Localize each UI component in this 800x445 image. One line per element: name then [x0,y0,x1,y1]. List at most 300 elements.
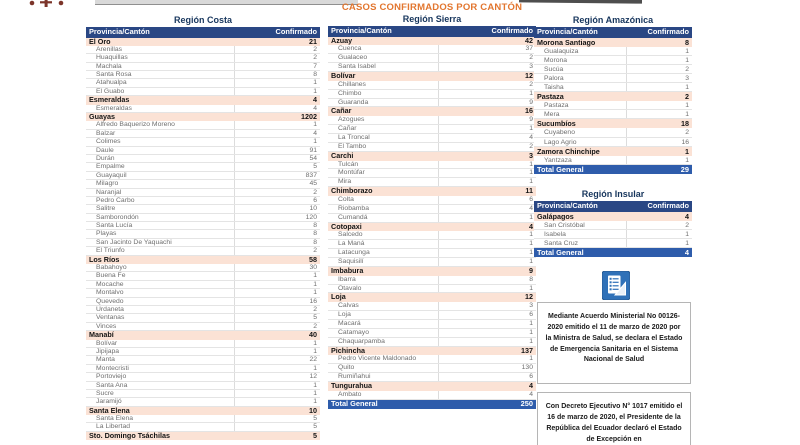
table-row-canton [328,364,536,373]
canton-label: Manabí [89,331,114,340]
table-row-canton [534,239,692,248]
canton-label: Sucre [96,389,114,397]
confirmed-value: 5 [313,430,317,440]
insular-header-row [534,201,692,212]
table-row-canton [328,214,536,223]
confirmed-value: 2 [685,92,689,102]
canton-label: Sucumbíos [537,119,576,129]
confirmed-value: 6 [438,311,536,319]
canton-label: Total General [537,248,584,258]
confirmed-value: 1 [626,47,692,55]
confirmed-value: 16 [234,298,320,305]
table-row-canton [86,147,320,155]
confirmed-value: 4 [529,381,533,391]
column-header-confirmado: Confirmado [491,26,533,35]
confirmed-value: 1 [438,90,536,98]
table-row-province [328,267,536,276]
confirmed-value: 4 [313,95,317,105]
canton-label: Santa Elena [89,406,130,415]
table-row-province [86,38,320,46]
table-row-canton [328,161,536,170]
table-row-canton [86,373,320,381]
canton-label: Manta [96,356,115,364]
confirmed-value: 1 [234,382,320,389]
report-icon [602,271,630,300]
canton-label: Azogues [338,116,365,124]
canton-label: Morona Santiago [537,37,596,47]
table-row-canton [328,116,536,125]
canton-label: Santa Cruz [544,240,579,248]
canton-label: Guayas [89,113,115,122]
ministerial-agreement-note: Mediante Acuerdo Ministerial No 00126-2020 emitido el 11 de marzo de 2020 por la Ministra de Salud, se declara el Estado de Emergencia Sanitaria en el Sistema Nacional de Salud [537,302,691,384]
table-row-province [86,113,320,121]
confirmed-value: 2 [234,46,320,53]
table-row-canton [328,311,536,320]
canton-label: Carchi [331,151,354,160]
canton-label: Colimes [96,138,121,146]
canton-label: Montecristi [96,364,129,372]
confirmed-value: 1 [234,138,320,145]
canton-label: Jaramijó [96,398,122,406]
confirmed-value: 58 [309,254,317,264]
canton-label: Samborondón [96,213,139,221]
confirmed-value: 1 [626,83,692,91]
table-row-canton [86,398,320,406]
canton-label: Daule [96,146,114,154]
amazonica-header-row [534,27,692,38]
table-row-canton [328,276,536,285]
sierra-table [328,2,536,409]
confirmed-value: 6 [438,196,536,204]
table-row-canton [328,134,536,143]
confirmed-value: 120 [234,214,320,221]
confirmed-value: 2 [234,189,320,196]
canton-label: Calvas [338,302,359,310]
table-row-canton [86,239,320,247]
confirmed-value: 22 [234,356,320,363]
canton-label: Chimborazo [331,187,373,196]
table-row-province [328,152,536,161]
confirmed-value: 2 [438,81,536,89]
canton-label: Bolívar [331,71,356,80]
canton-label: Chaquarpamba [338,337,385,345]
confirmed-value: 42 [525,35,533,45]
table-row-canton [86,365,320,373]
canton-label: Durán [96,154,115,162]
insular-rows [534,212,692,258]
table-row-canton [328,320,536,329]
canton-label: Macará [338,320,361,327]
table-row-canton [328,81,536,90]
canton-label: Mira [338,178,352,186]
canton-label: Santa Lucía [96,222,133,230]
canton-label: Naranjal [96,188,122,196]
costa-table [86,14,320,440]
insular-table [534,188,692,257]
table-row-canton [534,221,692,230]
confirmed-value: 8 [234,230,320,237]
canton-label: Santa Isabel [338,63,376,71]
canton-label: Portoviejo [96,373,127,381]
table-row-province [86,331,320,339]
confirmed-value: 1 [438,125,536,133]
table-row-canton [86,138,320,146]
canton-label: Santa Rosa [96,71,132,79]
confirmed-value: 1 [438,320,536,328]
amazonica-region-title: Región Amazónica [572,15,654,25]
confirmed-value: 9 [438,99,536,107]
table-row-canton [86,63,320,71]
costa-region-title: Región Costa [173,15,232,25]
table-row-canton [86,163,320,171]
confirmed-value: 1 [438,338,536,346]
table-row-canton [328,99,536,108]
table-row-canton [86,247,320,255]
table-row-canton [534,138,692,147]
canton-label: Loja [338,311,351,319]
table-row-province [328,223,536,232]
confirmed-value: 30 [234,264,320,271]
table-row-province [86,432,320,440]
canton-label: Alfredo Baquerizo Moreno [96,121,175,129]
canton-label: Montúfar [338,169,365,177]
table-row-canton [534,65,692,74]
confirmed-value: 4 [438,134,536,142]
confirmed-value: 12 [525,292,533,302]
table-row-canton [328,373,536,382]
confirmed-value: 137 [521,345,533,355]
table-row-canton [328,63,536,72]
confirmed-value: 8 [234,222,320,229]
confirmed-value: 1 [234,365,320,372]
canton-label: Vinces [96,322,117,330]
canton-label: Azuay [331,36,353,45]
confirmed-value: 8 [685,37,689,47]
canton-label: Cuyabeno [544,129,575,137]
confirmed-value: 5 [234,423,320,430]
confirmed-value: 1 [438,249,536,257]
table-row-canton [86,340,320,348]
table-row-canton [328,258,536,267]
table-row-province [534,92,692,101]
table-row-canton [86,88,320,96]
table-row-province [328,187,536,196]
canton-label: San Cristóbal [544,221,585,229]
confirmed-value: 91 [234,147,320,154]
confirmed-value: 1 [234,348,320,355]
canton-label: Cumandá [338,213,368,221]
confirmed-value: 1 [626,230,692,238]
canton-label: Otavalo [338,284,362,292]
confirmed-value: 2 [626,65,692,73]
table-row-canton [86,272,320,280]
table-row-canton [86,205,320,213]
table-row-canton [86,180,320,188]
confirmed-value: 6 [234,197,320,204]
table-row-canton [86,71,320,79]
confirmed-value: 1 [438,240,536,248]
table-row-canton [86,105,320,113]
table-row-canton [86,214,320,222]
canton-label: El Tambo [338,142,367,150]
confirmed-value: 5 [234,314,320,321]
confirmed-value: 10 [309,405,317,415]
table-row-canton [328,45,536,54]
column-header-confirmado: Confirmado [275,27,317,36]
table-row-canton [86,264,320,272]
canton-label: Latacunga [338,249,370,257]
confirmed-value: 1 [438,231,536,239]
table-row-canton [328,329,536,338]
confirmed-value: 4 [685,211,689,221]
canton-label: Cañar [338,125,357,133]
table-row-canton [86,281,320,289]
canton-label: Chillanes [338,80,366,88]
canton-label: San Jacinto De Yaquachi [96,238,172,246]
table-row-province [534,38,692,47]
table-row-canton [86,155,320,163]
confirmed-value: 3 [438,302,536,310]
table-row-canton [86,423,320,431]
confirmed-value: 1 [234,398,320,405]
canton-label: Atahualpa [96,79,127,87]
amazonica-rows [534,38,692,174]
table-row-canton [328,205,536,214]
amazonica-table [534,14,692,174]
table-row-canton [534,156,692,165]
canton-label: Galápagos [537,211,574,221]
column-header-provincia: Provincia/Cantón [89,27,150,36]
canton-label: Cotopaxi [331,222,362,231]
top-gray-band [95,0,358,5]
table-row-canton [534,56,692,65]
table-row-canton [86,222,320,230]
table-row-canton [328,391,536,400]
confirmed-value: 1 [438,214,536,222]
column-header-provincia: Provincia/Cantón [537,201,598,210]
column-header-provincia: Provincia/Cantón [537,27,598,36]
confirmed-value: 1 [438,285,536,293]
confirmed-value: 18 [681,119,689,129]
confirmed-value: 1 [234,272,320,279]
confirmed-value: 130 [438,364,536,372]
canton-label: El Guabo [96,87,125,95]
canton-label: Mera [544,111,560,119]
canton-label: Cañar [331,107,352,116]
canton-label: Babahoyo [96,264,127,272]
table-row-province [328,347,536,356]
table-row-canton [86,289,320,297]
canton-label: Arenillas [96,45,123,53]
table-row-total [328,400,536,409]
table-row-province [86,96,320,104]
table-row-province [328,382,536,391]
canton-label: Pedro Carbo [96,196,135,204]
table-row-province [86,407,320,415]
confirmed-value: 1 [234,390,320,397]
canton-label: Palora [544,74,564,82]
confirmed-value: 54 [234,155,320,162]
confirmed-value: 2 [626,128,692,136]
table-row-canton [86,79,320,87]
table-row-province [534,147,692,156]
table-row-province [328,72,536,81]
canton-label: Sto. Domingo Tsáchilas [89,431,170,440]
confirmed-value: 1 [234,88,320,95]
canton-label: Isabela [544,230,566,238]
table-row-total [534,248,692,257]
confirmed-value: 4 [529,221,533,231]
table-row-canton [86,382,320,390]
canton-label: Cuenca [338,45,362,53]
canton-label: Chimbo [338,89,362,97]
column-header-confirmado: Confirmado [647,201,689,210]
table-row-province [534,119,692,128]
table-row-canton [86,415,320,423]
table-row-total [534,165,692,174]
confirmed-value: 12 [234,373,320,380]
table-row-province [534,212,692,221]
table-row-canton [534,47,692,56]
confirmed-value: 12 [525,70,533,80]
confirmed-value: 8 [234,239,320,246]
confirmed-value: 1 [234,79,320,86]
table-row-canton [328,231,536,240]
costa-rows [86,38,320,441]
confirmed-value: 4 [234,130,320,137]
table-row-canton [328,285,536,294]
confirmed-value: 3 [626,74,692,82]
confirmed-value: 2 [234,306,320,313]
canton-label: Santa Elena [96,415,134,423]
table-row-canton [328,125,536,134]
confirmed-value: 1 [234,281,320,288]
table-row-canton [86,230,320,238]
confirmed-value: 1 [626,239,692,247]
confirmed-value: 1 [626,101,692,109]
confirmed-value: 1 [626,110,692,118]
confirmed-value: 2 [234,54,320,61]
canton-label: Salitre [96,205,116,213]
table-row-canton [86,348,320,356]
confirmed-value: 37 [438,45,536,53]
confirmed-value: 1 [438,258,536,266]
table-row-canton [86,46,320,54]
canton-label: El Triunfo [96,247,125,255]
confirmed-value: 250 [520,398,533,408]
table-row-canton [328,355,536,364]
table-row-canton [534,101,692,110]
canton-label: Gualaceo [338,54,368,62]
canton-label: Saquisilí [338,257,364,265]
confirmed-value: 45 [234,180,320,187]
confirmed-value: 11 [525,186,533,196]
table-row-province [328,293,536,302]
canton-label: Guayaquil [96,171,127,179]
table-row-canton [534,83,692,92]
canton-label: Ventanas [96,314,125,322]
confirmed-value: 1 [626,56,692,64]
canton-label: Zamora Chinchipe [537,146,600,156]
table-row-canton [328,178,536,187]
table-row-canton [328,54,536,63]
canton-label: Quito [338,364,355,372]
confirmed-value: 1 [438,169,536,177]
table-row-canton [534,110,692,119]
canton-label: El Oro [89,37,111,46]
confirmed-value: 8 [438,276,536,284]
table-row-canton [86,314,320,322]
canton-label: Tulcán [338,160,359,168]
table-row-canton [86,197,320,205]
table-row-canton [328,143,536,152]
confirmed-value: 3 [438,63,536,71]
canton-label: Playas [96,230,117,238]
table-row-canton [86,323,320,331]
confirmed-value: 5 [234,415,320,422]
column-header-confirmado: Confirmado [647,27,689,36]
canton-label: Ibarra [338,275,356,283]
canton-label: Imbabura [331,266,364,275]
confirmed-value: 837 [234,172,320,179]
confirmed-value: 1 [234,121,320,128]
canton-label: La Troncal [338,133,370,141]
canton-label: Lago Agrio [544,138,577,146]
confirmed-value: 40 [309,330,317,340]
confirmed-value: 10 [234,205,320,212]
table-row-canton [328,90,536,99]
canton-label: Salcedo [338,231,363,239]
confirmed-value: 1 [234,289,320,296]
confirmed-value: 2 [438,143,536,151]
column-header-provincia: Provincia/Cantón [331,26,392,35]
canton-label: La Libertad [96,423,131,431]
confirmed-value: 1 [685,146,689,156]
table-row-canton [328,338,536,347]
sierra-region-title: Región Sierra [402,14,462,24]
confirmed-value: 16 [626,138,692,146]
confirmed-value: 2 [234,247,320,254]
canton-label: Pichincha [331,346,365,355]
confirmed-value: 8 [234,71,320,78]
canton-label: Pastaza [544,102,569,110]
canton-label: Sucúa [544,65,564,73]
table-row-canton [328,169,536,178]
canton-label: Jipijapa [96,347,120,355]
table-row-canton [328,302,536,311]
canton-label: Bolívar [96,339,118,347]
table-row-canton [86,121,320,129]
canton-label: Yantzaza [544,156,572,164]
table-row-canton [86,172,320,180]
canton-label: Tungurahua [331,382,372,391]
table-row-canton [86,356,320,364]
confirmed-value: 29 [680,164,689,174]
canton-label: Santa Ana [96,381,128,389]
canton-label: Rumiñahui [338,373,371,381]
canton-label: Catamayo [338,328,369,336]
confirmed-value: 1 [234,340,320,347]
confirmed-value: 1 [438,355,536,363]
table-row-canton [328,240,536,249]
canton-label: Total General [331,399,378,408]
confirmed-value: 16 [525,106,533,116]
canton-label: Machala [96,62,122,70]
executive-decree-note: Con Decreto Ejecutivo N° 1017 emitido el 16 de marzo de 2020, el Presidente de la República del Ecuador declaró el Estado de Excepción en [537,392,691,445]
table-row-canton [86,189,320,197]
confirmed-value: 5 [234,163,320,170]
table-row-canton [534,74,692,83]
